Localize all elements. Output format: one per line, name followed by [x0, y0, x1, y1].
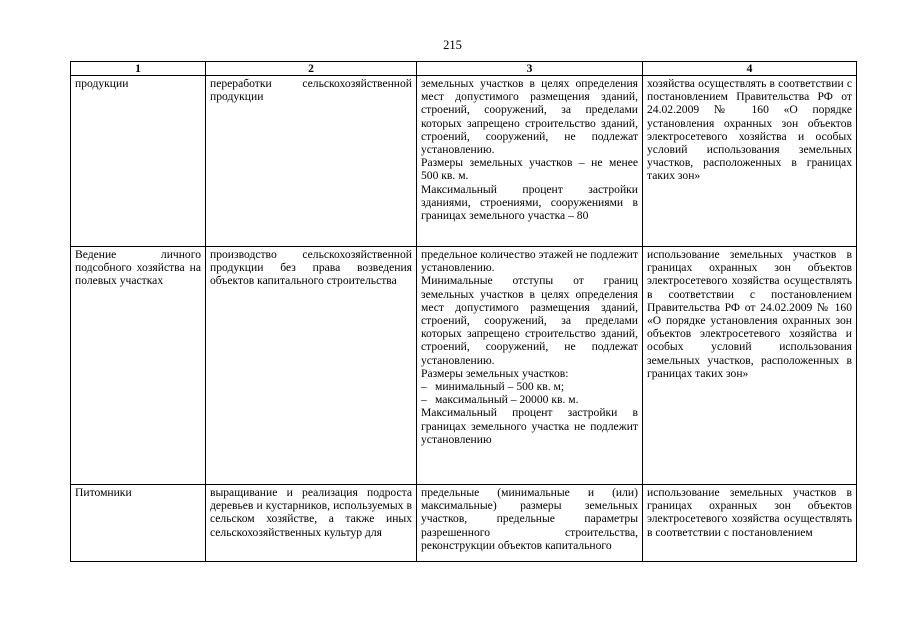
restrictions-text: использование земельных участков в границах охранных зон объектов электросетевого хозяйства осуществлять в соответствии с постановлением Правительства РФ от 24.02.2009 № 160 «О порядке установления охранных зон объектов электросетевого хозяйства и особых условий использования земельных участков, расположенных в границах таких зон»: [647, 248, 852, 380]
page-number: 215: [443, 38, 462, 52]
list-item-text: минимальный – 500 кв. м;: [435, 380, 565, 394]
table-row: [71, 247, 857, 485]
table-row: [71, 485, 857, 562]
table-cell: [643, 485, 857, 562]
use-type-name: продукции: [75, 77, 129, 90]
table-cell: [643, 76, 857, 247]
table-header-row: [71, 62, 857, 76]
dash-bullet: –: [421, 380, 427, 394]
table-cell: [71, 76, 206, 247]
use-type-name: Питомники: [75, 486, 132, 499]
parameters-paragraph: предельные (минимальные и (или) максимальные) размеры земельных участков, предельные параметры разрешенного строительства, реконструкции объектов капитального: [421, 486, 638, 552]
use-description: выращивание и реализация подроста деревьев и кустарников, используемых в сельском хозяйстве, а также иных сельскохозяйственных культур для: [210, 486, 412, 539]
column-header-1: 1: [71, 62, 206, 76]
column-header-4: 4: [643, 62, 857, 76]
column-header-3: 3: [417, 62, 643, 76]
table-row: [71, 76, 857, 247]
parameters-paragraph: Размеры земельных участков – не менее 500 кв. м.: [421, 156, 638, 183]
table-cell: [206, 485, 417, 562]
table-cell: [417, 76, 643, 247]
parameters-paragraph: предельное количество этажей не подлежит установлению.: [421, 248, 638, 275]
list-item: [421, 380, 638, 393]
use-description: переработки сельскохозяйственной продукции: [210, 77, 412, 104]
use-type-name: Ведение личного подсобного хозяйства на полевых участках: [75, 248, 201, 288]
table-cell: [71, 247, 206, 485]
parameters-paragraph: Размеры земельных участков:: [421, 366, 569, 380]
parameters-paragraph: Максимальный процент застройки зданиями, строениями, сооружениями в границах земельного участка – 80: [421, 182, 638, 223]
use-description: производство сельскохозяйственной продукции без права возведения объектов капитального строительства: [210, 248, 412, 288]
list-item-text: максимальный – 20000 кв. м.: [435, 393, 579, 407]
restrictions-text: использование земельных участков в границах охранных зон объектов электросетевого хозяйства осуществлять в соответствии с постановлением: [647, 486, 852, 539]
list-item: [421, 393, 638, 406]
parameters-paragraph: Максимальный процент застройки в границах земельного участка не подлежит установлению: [421, 406, 638, 446]
restrictions-text: хозяйства осуществлять в соответствии с постановлением Правительства РФ от 24.02.2009 № 160 «О порядке установления охранных зон объектов электросетевого хозяйства и особых условий использования земельных участков, расположенных в границах таких зон»: [647, 77, 852, 183]
table-cell: [417, 485, 643, 562]
table-cell: [206, 76, 417, 247]
column-header-2: 2: [206, 62, 417, 76]
table-cell: [417, 247, 643, 485]
table-cell: [643, 247, 857, 485]
parameters-paragraph: Минимальные отступы от границ земельных участков в целях определения мест допустимого размещения зданий, строений, сооружений, за пределами которых запрещено строительство зданий, строений, сооружений, не подлежат установлению.: [421, 274, 638, 367]
table-cell: [206, 247, 417, 485]
table-cell: [71, 485, 206, 562]
dash-bullet: –: [421, 393, 427, 407]
parameters-paragraph: земельных участков в целях определения мест допустимого размещения зданий, строений, сооружений, за пределами которых запрещено строительство зданий, строений, сооружений, не подлежат установлению.: [421, 77, 638, 157]
land-use-table: [70, 61, 857, 562]
